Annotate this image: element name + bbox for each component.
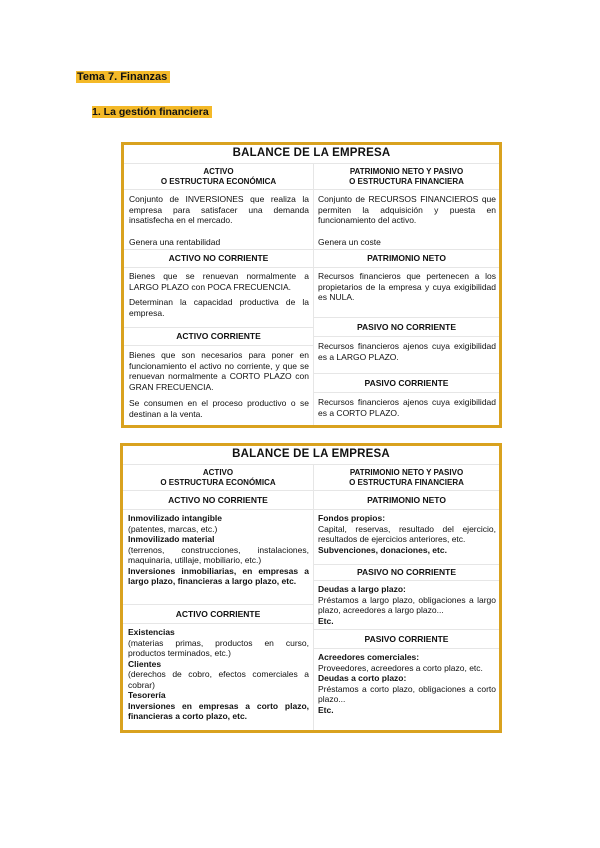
balance-title: BALANCE DE LA EMPRESA <box>232 448 390 460</box>
anc-description-2: Determinan la capacidad productiva de la empresa. <box>129 297 309 318</box>
divider <box>123 464 499 465</box>
balance-table-detailed <box>120 443 502 733</box>
pneto-header: PATRIMONIO NETO <box>367 495 446 505</box>
pc-header: PASIVO CORRIENTE <box>364 378 449 388</box>
divider <box>124 345 313 346</box>
pn-coste: Genera un coste <box>318 237 381 247</box>
ac-description: Bienes que son necesarios para poner en funcionamiento el activo no corriente, y que se renuevan normalmente a CORTO PLAZO con GRAN FRECUENCIA. <box>129 350 309 392</box>
section-heading: 1. La gestión financiera <box>92 106 212 118</box>
divider <box>124 249 499 250</box>
divider <box>123 623 313 624</box>
pn-pasivo-header: PATRIMONIO NETO Y PASIVO O ESTRUCTURA FINANCIERA <box>349 167 464 186</box>
activo-description: Conjunto de INVERSIONES que realiza la empresa para satisfacer una demanda insatisfecha en el mercado. <box>129 194 309 225</box>
divider <box>314 392 499 393</box>
divider <box>123 509 499 510</box>
activo-header: ACTIVO O ESTRUCTURA ECONÓMICA <box>160 167 277 186</box>
balance-table-conceptual <box>121 142 502 428</box>
anc-description: Bienes que se renuevan normalmente a LARGO PLAZO con POCA FRECUENCIA. <box>129 271 309 292</box>
pneto-description: Recursos financieros que pertenecen a los propietarios de la empresa y cuya exigibilidad es NULA. <box>318 271 496 302</box>
pnc-header: PASIVO NO CORRIENTE <box>356 567 457 577</box>
pn-pasivo-header: PATRIMONIO NETO Y PASIVO O ESTRUCTURA FINANCIERA <box>349 468 464 487</box>
activo-rentabilidad: Genera una rentabilidad <box>129 237 221 247</box>
divider <box>314 629 499 630</box>
ac-header: ACTIVO CORRIENTE <box>176 331 261 341</box>
anc-items: Inmovilizado intangible (patentes, marcas, etc.) Inmovilizado material (terrenos, construcciones, instalaciones, maquinaria, utillaje, mobiliario, etc.) Inversiones inmobiliarias, en empresas a largo plazo, financieras a largo plazo, etc. <box>128 513 309 586</box>
pn-description: Conjunto de RECURSOS FINANCIEROS que permiten la adquisición y puesta en funcionamiento del activo. <box>318 194 496 225</box>
anc-header: ACTIVO NO CORRIENTE <box>168 495 268 505</box>
balance-title: BALANCE DE LA EMPRESA <box>232 147 391 159</box>
divider <box>124 163 499 164</box>
pnc-items: Deudas a largo plazo: Préstamos a largo plazo, obligaciones a largo plazo, acreedores a largo plazo... Etc. <box>318 584 496 626</box>
divider <box>123 604 313 605</box>
divider <box>314 580 499 581</box>
activo-header: ACTIVO O ESTRUCTURA ECONÓMICA <box>160 468 276 487</box>
divider <box>124 267 499 268</box>
anc-header: ACTIVO NO CORRIENTE <box>168 253 269 263</box>
divider <box>314 317 499 318</box>
ac-header: ACTIVO CORRIENTE <box>175 609 261 619</box>
pc-items: Acreedores comerciales: Proveedores, acreedores a corto plazo, etc. Deudas a corto plazo: Préstamos a corto plazo, obligaciones a corto plazo... Etc. <box>318 652 496 715</box>
divider <box>123 490 499 491</box>
divider <box>314 373 499 374</box>
ac-items: Existencias (materias primas, productos en curso, productos terminados, etc.) Clientes (derechos de cobro, efectos comerciales a cobrar) Tesorería Inversiones en empresas a corto plazo, financieras a corto plazo, etc. <box>128 627 309 721</box>
ac-description-2: Se consumen en el proceso productivo o se destinan a la venta. <box>129 398 309 419</box>
divider <box>314 648 499 649</box>
divider <box>314 564 499 565</box>
pnc-description: Recursos financieros ajenos cuya exigibilidad es a LARGO PLAZO. <box>318 341 496 362</box>
divider <box>124 327 313 328</box>
divider <box>124 189 499 190</box>
pneto-items: Fondos propios: Capital, reservas, resultado del ejercicio, resultados de ejercicios anteriores, etc. Subvenciones, donaciones, etc. <box>318 513 496 555</box>
pneto-header: PATRIMONIO NETO <box>367 253 446 263</box>
pc-description: Recursos financieros ajenos cuya exigibilidad es a CORTO PLAZO. <box>318 397 496 418</box>
pc-header: PASIVO CORRIENTE <box>364 634 449 644</box>
pnc-header: PASIVO NO CORRIENTE <box>356 322 457 332</box>
chapter-heading: Tema 7. Finanzas <box>76 71 170 83</box>
divider <box>314 336 499 337</box>
